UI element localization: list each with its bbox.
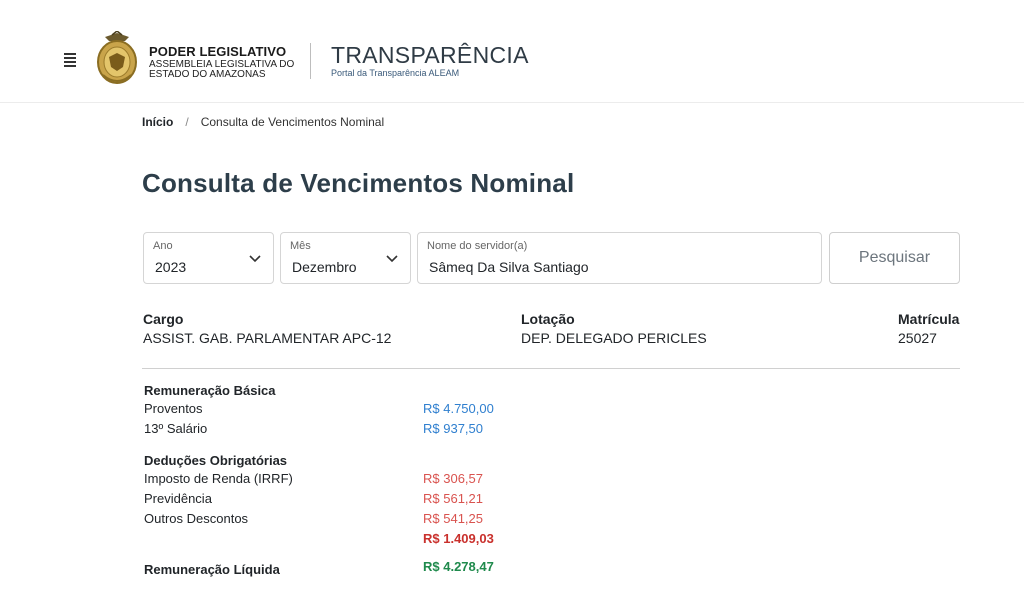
ano-value: 2023: [155, 259, 187, 275]
previdencia-value: R$ 561,21: [423, 491, 483, 506]
proventos-value: R$ 4.750,00: [423, 401, 494, 416]
matricula-value: 25027: [898, 330, 937, 346]
breadcrumb-home-link[interactable]: Início: [142, 115, 174, 129]
outros-descontos-label: Outros Descontos: [144, 511, 249, 526]
cargo-label: Cargo: [143, 311, 184, 327]
irrf-value: R$ 306,57: [423, 471, 483, 486]
irrf-label: Imposto de Renda (IRRF): [144, 471, 293, 486]
hamburger-menu-icon[interactable]: [64, 53, 78, 65]
matricula-label: Matrícula: [898, 311, 960, 327]
previdencia-label: Previdência: [144, 491, 212, 506]
section-divider: [142, 368, 960, 369]
portal-title: TRANSPARÊNCIA: [331, 42, 529, 68]
decimo-terceiro-value: R$ 937,50: [423, 421, 483, 436]
nome-servidor-input[interactable]: [417, 232, 822, 284]
aleam-crest-logo[interactable]: [95, 31, 139, 88]
cargo-value: ASSIST. GAB. PARLAMENTAR APC-12: [143, 330, 392, 346]
lotacao-label: Lotação: [521, 311, 575, 327]
mes-value: Dezembro: [292, 259, 357, 275]
proventos-label: Proventos: [144, 401, 203, 416]
breadcrumb-current: Consulta de Vencimentos Nominal: [200, 115, 385, 129]
header-divider: [310, 43, 311, 79]
organization-name: [149, 45, 294, 80]
breadcrumb-separator: /: [185, 115, 189, 129]
page-title: Consulta de Vencimentos Nominal: [142, 168, 575, 198]
deducoes-heading: Deduções Obrigatórias: [144, 453, 288, 468]
org-line-2: ASSEMBLEIA LEGISLATIVA DO: [149, 59, 295, 70]
deducoes-total-value: R$ 1.409,03: [423, 531, 494, 546]
remuneracao-liquida-label: Remuneração Líquida: [144, 562, 280, 577]
lotacao-value: DEP. DELEGADO PERICLES: [521, 330, 707, 346]
portal-brand[interactable]: [331, 42, 529, 78]
org-line-1: PODER LEGISLATIVO: [149, 44, 287, 59]
site-header: [0, 0, 1024, 103]
ano-label: Ano: [153, 240, 173, 252]
ano-select[interactable]: [143, 232, 274, 284]
outros-descontos-value: R$ 541,25: [423, 511, 483, 526]
decimo-terceiro-label: 13º Salário: [144, 421, 208, 436]
search-button[interactable]: Pesquisar: [829, 232, 960, 284]
nome-value: Sâmeq Da Silva Santiago: [429, 259, 589, 275]
chevron-down-icon: [386, 253, 398, 263]
remuneracao-basica-heading: Remuneração Básica: [144, 383, 276, 398]
org-line-3: ESTADO DO AMAZONAS: [149, 69, 266, 80]
portal-subtitle: Portal da Transparência ALEAM: [331, 68, 460, 78]
chevron-down-icon: [249, 253, 261, 263]
mes-select[interactable]: [280, 232, 411, 284]
remuneracao-liquida-value: R$ 4.278,47: [423, 559, 494, 574]
mes-label: Mês: [290, 240, 311, 252]
breadcrumb: [142, 115, 384, 129]
nome-label: Nome do servidor(a): [427, 240, 528, 252]
